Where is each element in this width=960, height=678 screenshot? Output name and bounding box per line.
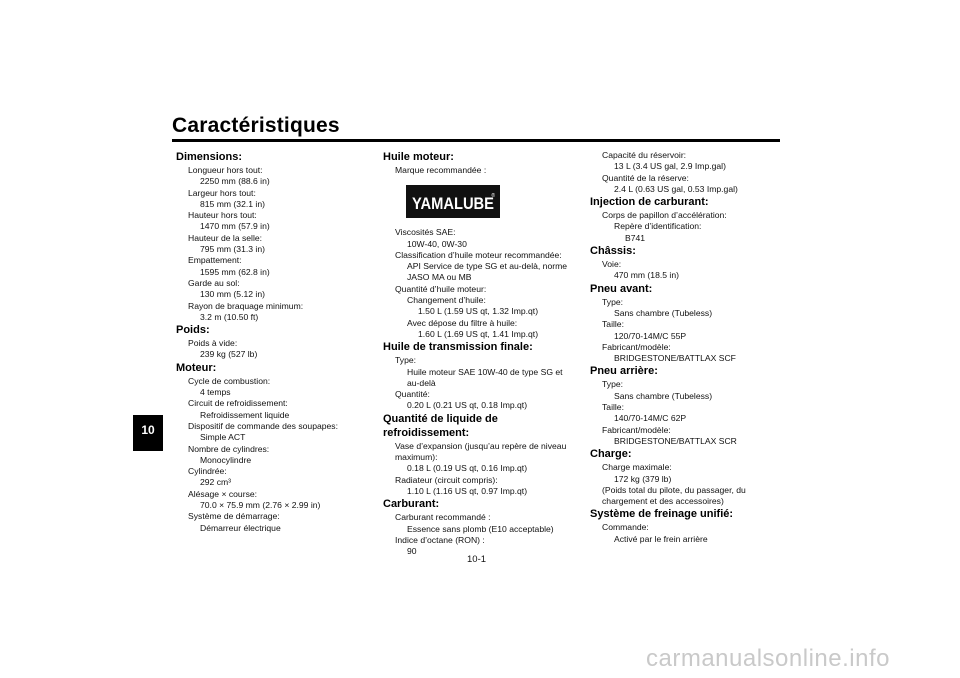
- watermark: carmanualsonline.info: [646, 645, 890, 672]
- section-heading: Huile de transmission finale:: [383, 341, 533, 354]
- spec-section: [176, 150, 366, 323]
- spec-row: Rayon de braquage minimum:: [188, 300, 304, 311]
- spec-row: Essence sans plomb (E10 acceptable): [407, 523, 554, 534]
- spec-section: [590, 447, 780, 507]
- section-heading: Injection de carburant:: [590, 196, 709, 209]
- spec-row: 815 mm (32.1 in): [200, 198, 265, 209]
- spec-row: 292 cm³: [200, 477, 232, 488]
- spec-row: 140/70-14M/C 62P: [614, 413, 687, 424]
- spec-row: 13 L (3.4 US gal, 2.9 Imp.gal): [614, 161, 726, 172]
- spec-row: 1.50 L (1.59 US qt, 1.32 Imp.qt): [418, 306, 539, 317]
- spec-row: Monocylindre: [200, 454, 252, 465]
- spec-row: Largeur hors tout:: [188, 187, 256, 198]
- page-number: 10-1: [467, 554, 487, 565]
- spec-row: Indice d’octane (RON) :: [395, 534, 485, 545]
- spec-section: [590, 195, 780, 244]
- spec-row: Taille:: [602, 319, 624, 330]
- spec-row: Sans chambre (Tubeless): [614, 390, 713, 401]
- spec-section: [590, 244, 780, 282]
- spec-section: [383, 412, 578, 497]
- spec-row: 70.0 × 75.9 mm (2.76 × 2.99 in): [200, 500, 321, 511]
- spec-row: BRIDGESTONE/BATTLAX SCR: [614, 435, 737, 446]
- chapter-tab: 10: [133, 415, 163, 451]
- spec-row: 130 mm (5.12 in): [200, 289, 265, 300]
- spec-row: 4 temps: [200, 387, 231, 398]
- section-heading: Moteur:: [176, 361, 217, 374]
- title-rule: [172, 139, 780, 142]
- spec-row: 2.4 L (0.63 US gal, 0.53 Imp.gal): [614, 183, 738, 194]
- spec-row: Quantité d’huile moteur:: [395, 283, 487, 294]
- spec-row: 239 kg (527 lb): [200, 349, 258, 360]
- section-heading: Pneu avant:: [590, 282, 653, 295]
- yamalube-logo: [406, 185, 500, 218]
- spec-row: Type:: [395, 355, 417, 366]
- spec-row: Simple ACT: [200, 432, 246, 443]
- spec-column-1: [176, 150, 366, 534]
- logo-registered-mark: ®: [491, 192, 495, 199]
- spec-row: Garde au sol:: [188, 277, 240, 288]
- spec-row: Poids à vide:: [188, 338, 238, 349]
- spec-column-2: [383, 150, 578, 557]
- spec-row: BRIDGESTONE/BATTLAX SCF: [614, 353, 736, 364]
- spec-row: Type:: [602, 296, 624, 307]
- spec-row: maximum):: [395, 452, 438, 463]
- spec-row: Charge maximale:: [602, 462, 672, 473]
- spec-section: [590, 364, 780, 447]
- spec-row: 0.18 L (0.19 US qt, 0.16 Imp.qt): [407, 463, 528, 474]
- spec-row: Refroidissement liquide: [200, 409, 290, 420]
- spec-row: Commande:: [602, 522, 649, 533]
- spec-row: API Service de type SG et au-delà, norme: [407, 261, 568, 272]
- spec-row: 1595 mm (62.8 in): [200, 266, 270, 277]
- spec-row: Radiateur (circuit compris):: [395, 474, 498, 485]
- spec-row: Quantité de la réserve:: [602, 172, 689, 183]
- spec-row: chargement et des accessoires): [602, 496, 724, 507]
- spec-row: Huile moteur SAE 10W-40 de type SG et: [407, 366, 563, 377]
- spec-section: [590, 282, 780, 365]
- spec-column-3: [590, 150, 780, 545]
- spec-row: Voie:: [602, 259, 622, 270]
- spec-row: Système de démarrage:: [188, 511, 280, 522]
- spec-row: Longueur hors tout:: [188, 165, 263, 175]
- spec-row: Marque recommandée :: [395, 165, 487, 175]
- spec-section: [383, 150, 578, 340]
- spec-row: Changement d’huile:: [407, 295, 486, 306]
- spec-row: JASO MA ou MB: [407, 272, 472, 283]
- spec-row: Hauteur hors tout:: [188, 210, 257, 221]
- spec-row: Fabricant/modèle:: [602, 424, 671, 435]
- spec-row: Démarreur électrique: [200, 522, 281, 533]
- spec-row: Capacité du réservoir:: [602, 150, 687, 160]
- spec-row: 1.10 L (1.16 US qt, 0.97 Imp.qt): [407, 485, 528, 496]
- spec-section: [176, 361, 366, 534]
- section-heading: Poids:: [176, 324, 210, 337]
- spec-row: (Poids total du pilote, du passager, du: [602, 484, 746, 495]
- spec-row: Corps de papillon d’accélération:: [602, 210, 727, 221]
- spec-row: Cylindrée:: [188, 466, 227, 477]
- spec-row: 120/70-14M/C 55P: [614, 330, 687, 341]
- spec-row: 1470 mm (57.9 in): [200, 221, 270, 232]
- spec-row: 795 mm (31.3 in): [200, 244, 265, 255]
- spec-row: Carburant recommandé :: [395, 512, 491, 523]
- section-heading: Châssis:: [590, 245, 636, 258]
- spec-row: Cycle de combustion:: [188, 375, 271, 386]
- spec-section: [383, 340, 578, 411]
- page-title: Caractéristiques: [172, 114, 340, 137]
- spec-row: Taille:: [602, 402, 624, 413]
- spec-row: 172 kg (379 lb): [614, 473, 672, 484]
- spec-row: Classification d’huile moteur recommandée:: [395, 249, 562, 260]
- spec-row: 0.20 L (0.21 US qt, 0.18 Imp.qt): [407, 400, 528, 411]
- spec-row: Quantité:: [395, 389, 430, 400]
- section-heading: Huile moteur:: [383, 151, 454, 163]
- spec-row: 90: [407, 546, 417, 557]
- spec-row: 3.2 m (10.50 ft): [200, 311, 259, 322]
- spec-row: Hauteur de la selle:: [188, 232, 263, 243]
- spec-row: Avec dépose du filtre à huile:: [407, 317, 518, 328]
- spec-row: Activé par le frein arrière: [614, 533, 708, 544]
- spec-row: Fabricant/modèle:: [602, 341, 671, 352]
- spec-row: 10W-40, 0W-30: [407, 238, 467, 249]
- spec-row: Type:: [602, 379, 624, 390]
- spec-row: Dispositif de commande des soupapes:: [188, 420, 338, 431]
- section-heading: Pneu arrière:: [590, 365, 658, 378]
- spec-row: Repère d’identification:: [614, 221, 702, 232]
- spec-row: Vase d’expansion (jusqu’au repère de niveau: [395, 440, 567, 451]
- spec-row: 1.60 L (1.69 US qt, 1.41 Imp.qt): [418, 328, 539, 339]
- spec-row: 470 mm (18.5 in): [614, 270, 679, 281]
- spec-row: Sans chambre (Tubeless): [614, 307, 713, 318]
- spec-row: Alésage × course:: [188, 488, 258, 499]
- section-heading: Quantité de liquide de refroidissement:: [383, 412, 498, 439]
- spec-row: Empattement:: [188, 255, 242, 266]
- spec-section: [383, 497, 578, 557]
- logo-text: YAMALUBE: [412, 193, 494, 213]
- spec-section: [590, 150, 780, 195]
- spec-row: Nombre de cylindres:: [188, 443, 270, 454]
- section-heading: Carburant:: [383, 498, 440, 511]
- spec-row: Viscosités SAE:: [395, 227, 456, 238]
- spec-section: [176, 323, 366, 361]
- spec-row: B741: [625, 232, 646, 243]
- spec-row: Circuit de refroidissement:: [188, 398, 288, 409]
- spec-row: au-delà: [407, 377, 436, 388]
- section-heading: Charge:: [590, 448, 632, 461]
- section-heading: Système de freinage unifié:: [590, 508, 734, 521]
- section-heading: Dimensions:: [176, 151, 243, 163]
- spec-row: 2250 mm (88.6 in): [200, 176, 270, 187]
- spec-section: [590, 507, 780, 545]
